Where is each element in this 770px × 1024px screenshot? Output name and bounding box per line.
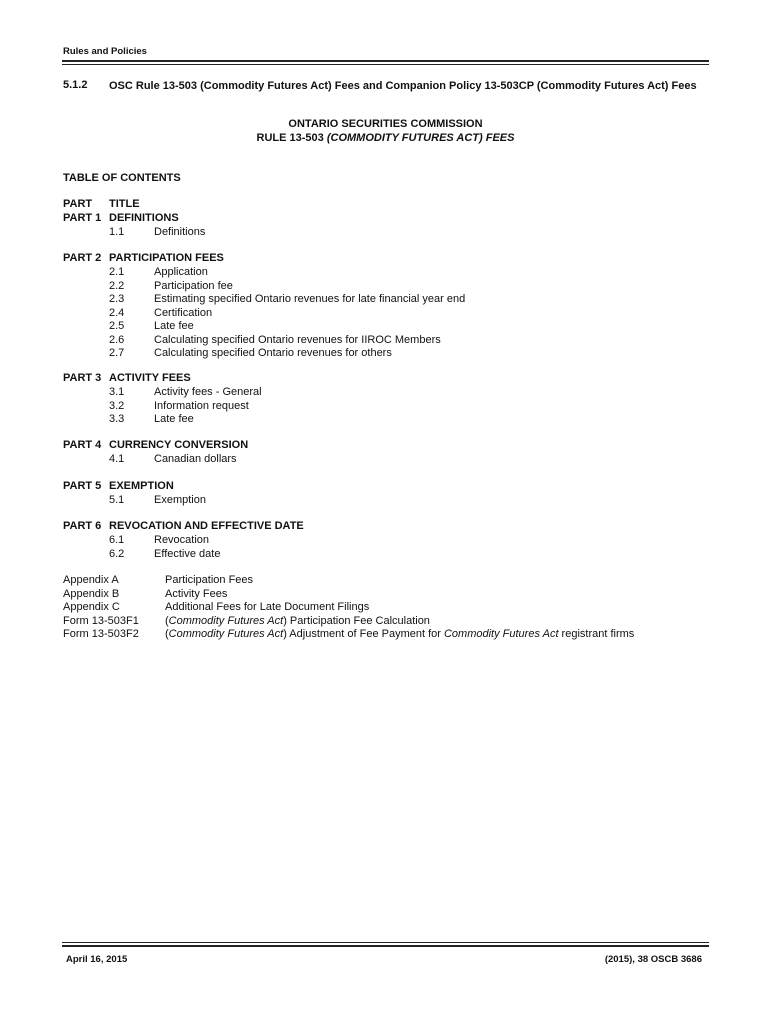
appendix-title: [165, 615, 430, 627]
appendix-title: Additional Fees for Late Document Filings: [165, 601, 370, 613]
appendix-label: Appendix C: [63, 601, 120, 613]
toc-item-number: 2.4: [109, 306, 125, 319]
appendix-title-part: ) Participation Fee Calculation: [283, 614, 430, 627]
appendix-label: Form 13-503F1: [63, 614, 139, 627]
toc-item-title: Application: [154, 266, 208, 278]
toc-part-label: PART 1: [63, 212, 102, 224]
section-title: OSC Rule 13-503 (Commodity Futures Act) Fees and Companion Policy 13-503CP (Commodity Futures Act) Fees: [109, 80, 697, 92]
toc-item-title: Participation fee: [154, 279, 233, 292]
toc-item-title: Information request: [154, 399, 249, 412]
toc-part-title: REVOCATION AND EFFECTIVE DATE: [109, 520, 304, 532]
toc-part-title: EXEMPTION: [109, 480, 174, 492]
footer-citation: (2015), 38 OSCB 3686: [604, 954, 702, 965]
toc-part-label: PART 3: [63, 372, 102, 384]
toc-item-number: 3.2: [109, 399, 125, 412]
toc-item-number: 2.7: [109, 347, 125, 359]
toc-item-title: Definitions: [154, 226, 206, 238]
act-name-italic: Commodity Futures Act: [168, 614, 284, 627]
toc-item-number: 6.1: [109, 534, 125, 546]
appendix-title-part: (: [165, 628, 169, 640]
footer-rule-thin: [62, 942, 709, 943]
toc-item-number: 3.1: [109, 386, 125, 398]
appendix-label: Form 13-503F2: [63, 628, 139, 640]
commission-heading: ONTARIO SECURITIES COMMISSION: [288, 118, 483, 130]
toc-item-number: 2.2: [109, 279, 125, 292]
appendix-title-part: registrant firms: [558, 628, 635, 640]
toc-item-title: Calculating specified Ontario revenues for IIROC Members: [154, 333, 441, 346]
toc-col-part: PART: [63, 198, 93, 210]
toc-item-title: Late fee: [154, 320, 194, 332]
toc-col-title: TITLE: [109, 198, 140, 210]
toc-item-number: 2.3: [109, 293, 125, 305]
act-name-italic: Commodity Futures Act: [443, 628, 559, 640]
appendix-title-part: (: [165, 614, 169, 627]
rule-heading-italic: (COMMODITY FUTURES ACT) FEES: [326, 132, 515, 144]
toc-part-title: DEFINITIONS: [109, 212, 179, 224]
toc-item-number: 6.2: [109, 547, 125, 560]
toc-part-title: CURRENCY CONVERSION: [109, 439, 249, 451]
toc-item-title: Canadian dollars: [154, 453, 237, 465]
toc-part-title: PARTICIPATION FEES: [109, 252, 224, 264]
appendix-label: Appendix A: [63, 574, 119, 586]
toc-title: TABLE OF CONTENTS: [63, 172, 181, 184]
toc-item-number: 3.3: [109, 413, 125, 425]
section-number: 5.1.2: [63, 79, 88, 91]
toc-part-label: PART 6: [63, 520, 102, 532]
toc-item-number: 1.1: [109, 226, 125, 238]
toc-item-title: Effective date: [154, 547, 221, 560]
rule-heading: [62, 132, 709, 144]
toc-item-title: Exemption: [154, 494, 206, 506]
toc-item-number: 4.1: [109, 453, 125, 465]
act-name-italic: Commodity Futures Act: [168, 628, 284, 640]
toc-item-number: 5.1: [109, 494, 125, 506]
toc-part-label: PART 5: [63, 480, 102, 492]
appendix-title: Activity Fees: [165, 587, 228, 600]
toc-item-title: Calculating specified Ontario revenues for others: [154, 347, 392, 359]
toc-item-number: 2.5: [109, 320, 125, 332]
toc-item-title: Estimating specified Ontario revenues for late financial year end: [154, 293, 466, 305]
toc-part-label: PART 2: [63, 252, 102, 264]
appendix-label: Appendix B: [63, 587, 120, 600]
toc-part-label: PART 4: [63, 439, 102, 451]
toc-item-title: Certification: [154, 306, 213, 319]
running-header: Rules and Policies: [63, 46, 147, 57]
toc-item-number: 2.1: [109, 266, 125, 278]
appendix-title: Participation Fees: [165, 574, 254, 586]
toc-item-title: Activity fees - General: [154, 386, 262, 398]
footer-rule-thick: [62, 945, 709, 947]
toc-item-number: 2.6: [109, 333, 125, 346]
rule-heading-prefix: RULE 13-503: [256, 132, 327, 144]
footer-date: April 16, 2015: [66, 954, 128, 965]
toc-part-title: ACTIVITY FEES: [109, 372, 191, 384]
header-rule-thick: [62, 60, 709, 62]
appendix-title-part: ) Adjustment of Fee Payment for: [283, 628, 444, 640]
toc-item-title: Late fee: [154, 413, 194, 425]
toc-item-title: Revocation: [154, 534, 210, 546]
header-rule-thin: [62, 64, 709, 65]
appendix-title: [165, 628, 634, 640]
